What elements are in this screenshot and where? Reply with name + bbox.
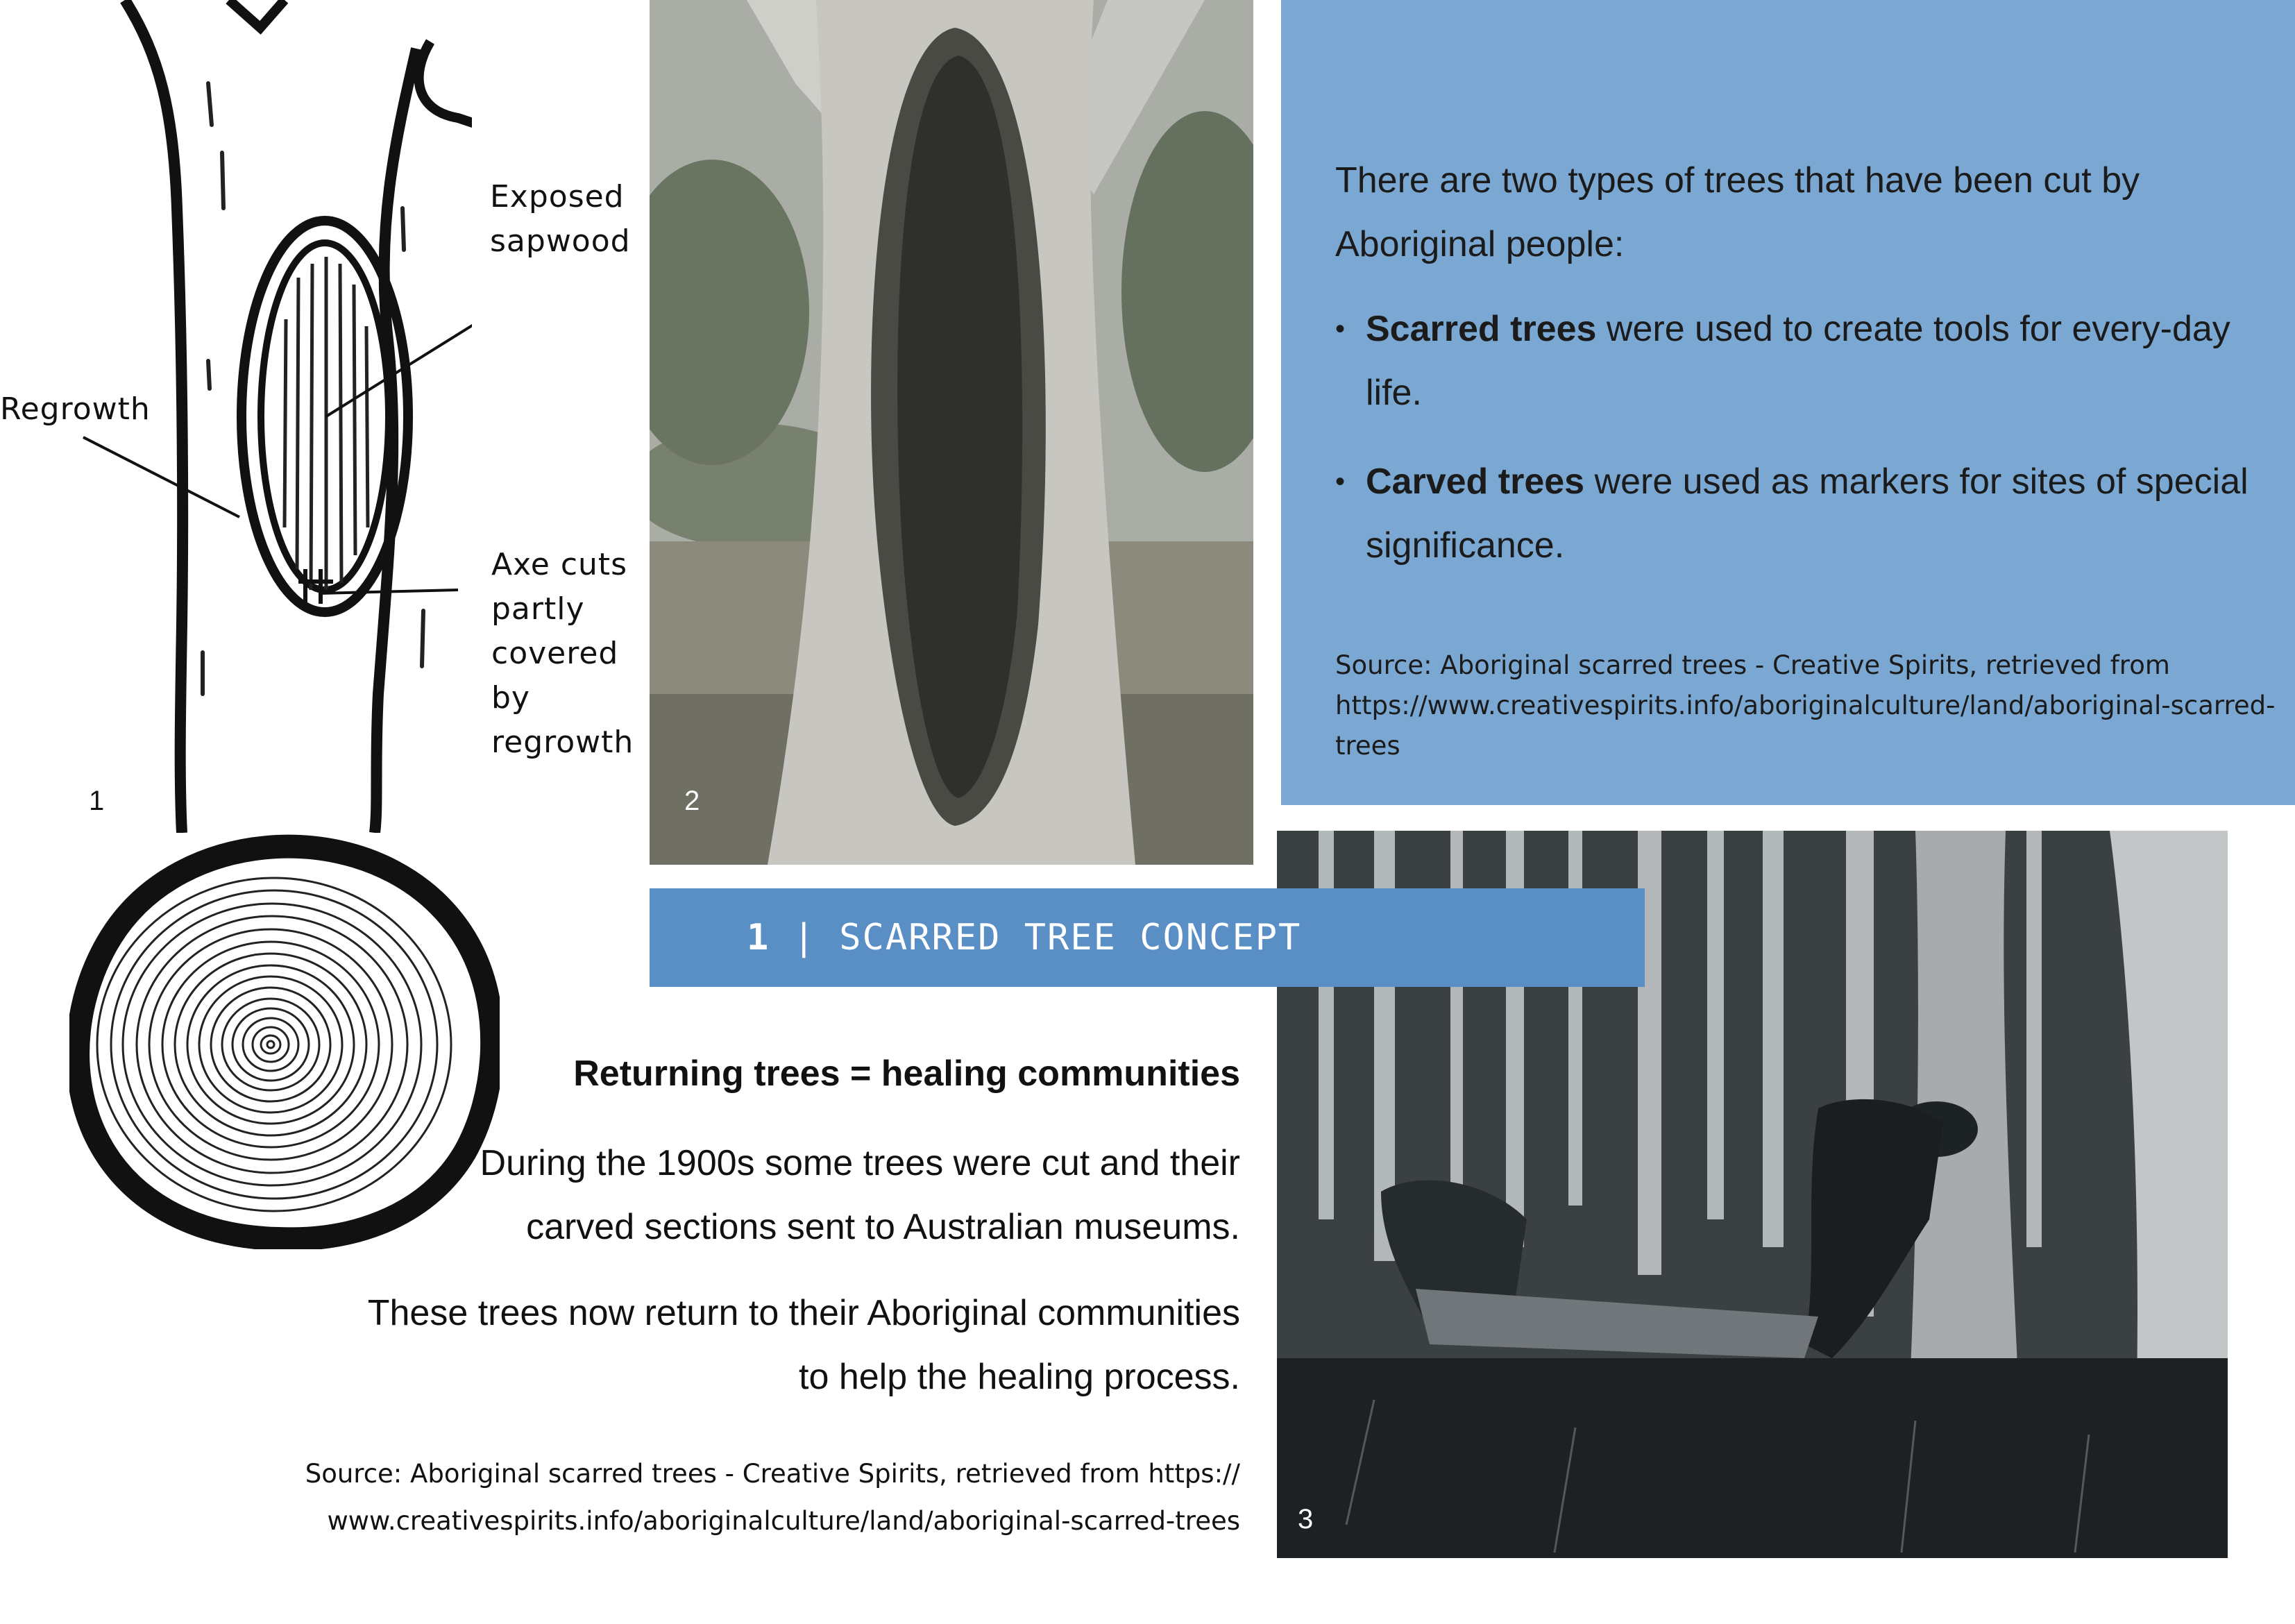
figure-number-2: 2 [684,786,700,816]
figure-number-1: 1 [89,786,105,816]
lower-source [305,1450,1240,1545]
bullet-text: were used to create tools for every-day life. [1366,309,2230,413]
info-intro: There are two types of trees that have been cut by Aboriginal people: [1335,160,2140,264]
tree-rings-icon [69,833,500,1249]
paragraph-line: These trees now return to their Aboriginal communities [367,1293,1240,1333]
info-bullet-carved [1335,450,2258,577]
bullet-icon: • [1335,314,1346,344]
paragraph-line: to help the healing process. [799,1357,1240,1397]
bullet-bold: Carved trees [1366,462,1585,502]
scarred-tree-photo [650,0,1253,865]
section-heading: Returning trees = healing communities [573,1054,1240,1094]
figure-number-3: 3 [1298,1504,1314,1534]
banner-number: 1 [747,917,770,958]
bullet-bold: Scarred trees [1366,309,1597,349]
source-line: Source: Aboriginal scarred trees - Creative Spirits, retrieved from https:// [305,1459,1240,1489]
info-source: Source: Aboriginal scarred trees - Creative Spirits, retrieved from https://www.creativespirits.info/aboriginalculture/land/aboriginal-scarred-trees [1335,650,2276,761]
paragraph-line: During the 1900s some trees were cut and their [480,1143,1240,1183]
info-bullet-scarred [1335,297,2258,425]
banner-separator: | [770,917,840,958]
scarred-tree-diagram [0,0,634,833]
banner-title: SCARRED TREE CONCEPT [839,917,1302,958]
paragraph-healing [368,1281,1240,1409]
paragraph-line: carved sections sent to Australian museums. [526,1207,1240,1247]
source-line: www.creativespirits.info/aboriginalculture/land/aboriginal-scarred-trees [327,1506,1240,1536]
info-box [1281,0,2295,805]
label-regrowth: Regrowth [0,391,151,427]
tree-stump-rings [69,833,500,1249]
scarred-tree-photo-illustration [650,0,1253,865]
bullet-icon: • [1335,466,1346,497]
paragraph-museums [480,1131,1240,1259]
section-banner [650,888,1645,987]
label-axe-cuts: Axe cuts partly covered by regrowth [491,547,634,760]
bullet-text: were used as markers for sites of special significance. [1366,462,2249,566]
banner-text [747,888,1301,987]
label-exposed-sapwood: Exposed sapwood [490,179,631,259]
